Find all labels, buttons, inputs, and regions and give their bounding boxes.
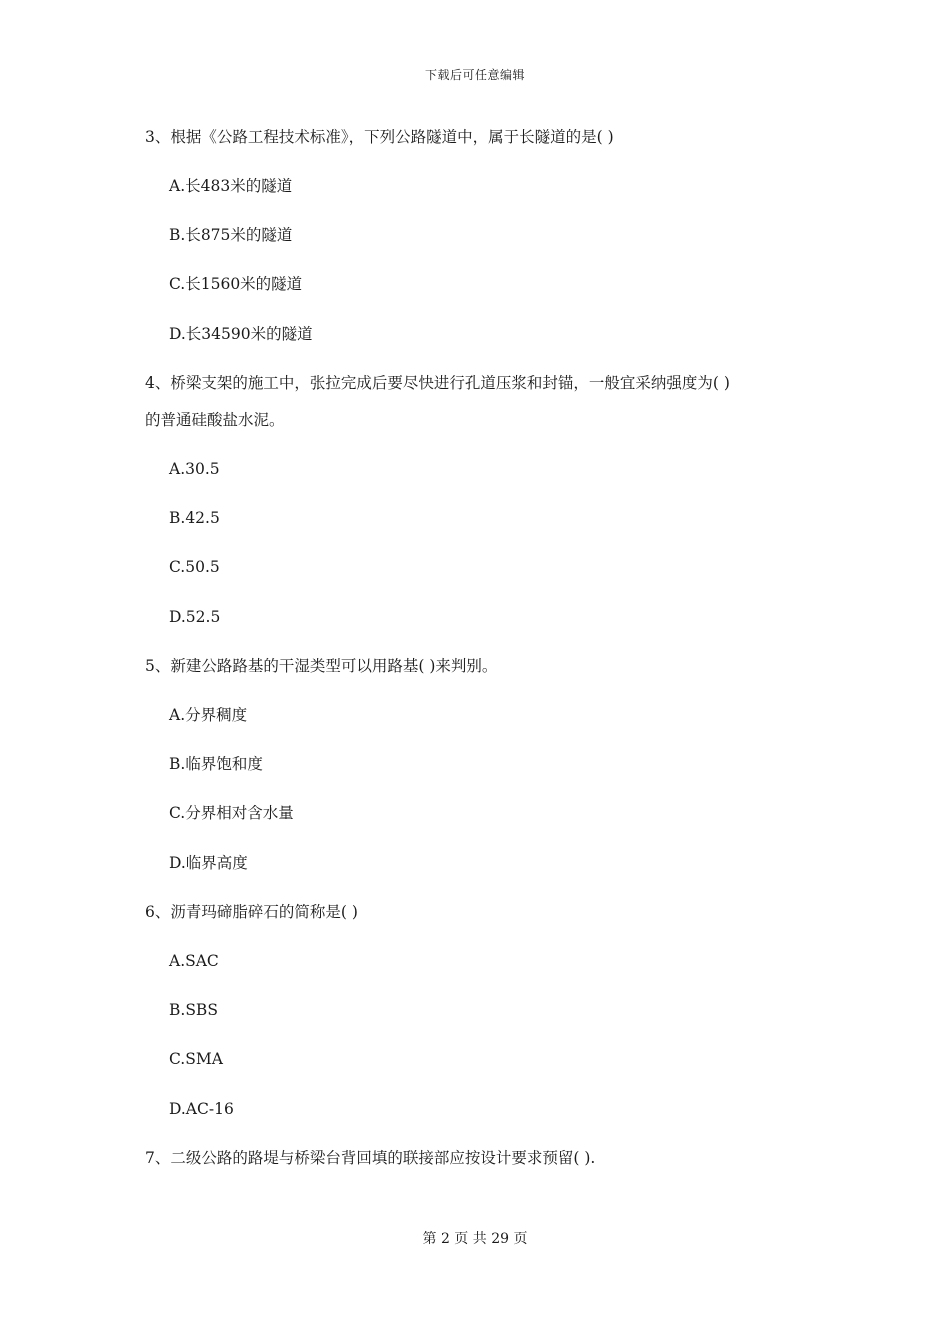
question-3-stem: 3、根据《公路工程技术标准》，下列公路隧道中，属于长隧道的是( ) (145, 128, 614, 146)
question-6-option-b: B.SBS (169, 1001, 218, 1019)
question-3-option-a: A.长483米的隧道 (169, 177, 293, 195)
question-6-stem: 6、沥青玛碲脂碎石的简称是( ) (145, 903, 358, 921)
question-4-option-a: A.30.5 (169, 460, 220, 478)
question-7-stem: 7、二级公路的路堤与桥梁台背回填的联接部应按设计要求预留( ). (145, 1149, 596, 1167)
question-3-option-c: C.长1560米的隧道 (169, 275, 303, 293)
question-6-option-d: D.AC-16 (169, 1100, 234, 1118)
question-5-option-b: B.临界饱和度 (169, 755, 263, 773)
page-header: 下载后可任意编辑 (424, 68, 525, 82)
page-footer: 第 2 页 共 29 页 (422, 1231, 528, 1247)
question-5-option-a: A.分界稠度 (169, 706, 248, 724)
question-4-stem-line-2: 的普通硅酸盐水泥。 (145, 411, 285, 429)
question-3-option-d: D.长34590米的隧道 (169, 325, 313, 343)
question-6-option-c: C.SMA (169, 1050, 223, 1068)
question-6-option-a: A.SAC (169, 952, 219, 970)
question-4-option-b: B.42.5 (169, 509, 220, 527)
question-4-stem-line-1: 4、桥梁支架的施工中，张拉完成后要尽快进行孔道压浆和封锚，一般宜采纳强度为( ) (145, 374, 730, 392)
question-5-option-d: D.临界高度 (169, 854, 248, 872)
question-4-option-d: D.52.5 (169, 608, 221, 626)
question-4-option-c: C.50.5 (169, 558, 220, 576)
question-5-option-c: C.分界相对含水量 (169, 804, 294, 822)
question-3-option-b: B.长875米的隧道 (169, 226, 293, 244)
question-5-stem: 5、新建公路路基的干湿类型可以用路基( )来判别。 (145, 657, 498, 675)
